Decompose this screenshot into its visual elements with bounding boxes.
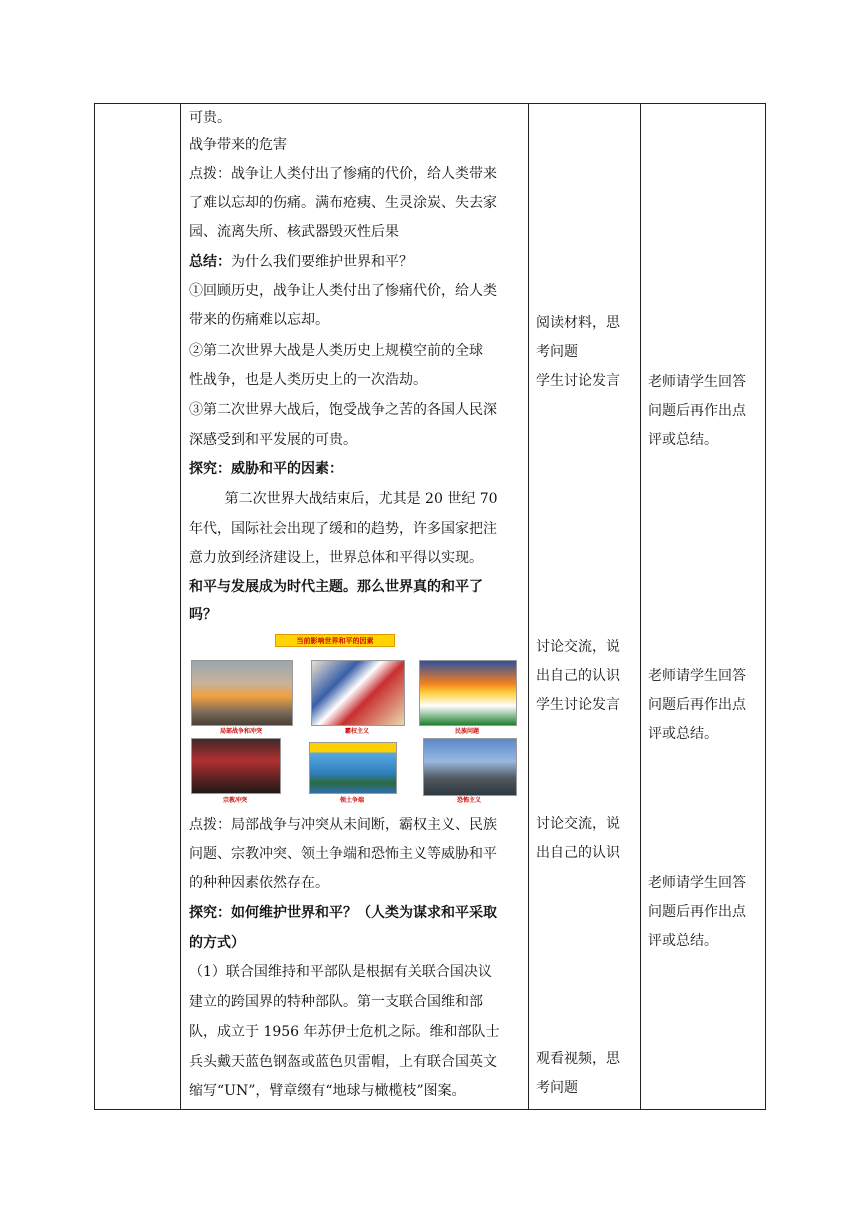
activity-text: 出自己的认识 bbox=[536, 668, 620, 684]
teacher-note: 评或总结。 bbox=[648, 432, 718, 448]
text-line: 缩写“UN”，臂章缀有“地球与橄榄枝”图案。 bbox=[189, 1083, 466, 1099]
activity-text: 学生讨论发言 bbox=[536, 697, 620, 713]
peace-threats-collage bbox=[189, 634, 519, 804]
ethnic-issues-image bbox=[419, 660, 517, 726]
religious-conflict-image bbox=[191, 738, 281, 794]
text-line: 园、流离失所、核武器毁灭性后果 bbox=[189, 224, 399, 240]
teacher-note: 老师请学生回答 bbox=[648, 668, 746, 684]
teacher-note: 评或总结。 bbox=[648, 726, 718, 742]
image-caption: 领土争端 bbox=[339, 797, 364, 804]
activity-text: 考问题 bbox=[536, 344, 578, 360]
activity-text: 学生讨论发言 bbox=[536, 373, 620, 389]
text-line: 意力放到经济建设上，世界总体和平得以实现。 bbox=[189, 550, 483, 566]
text-line: 可贵。 bbox=[189, 110, 231, 126]
war-conflict-image bbox=[191, 660, 293, 726]
teacher-note: 问题后再作出点 bbox=[648, 403, 746, 419]
activity-text: 考问题 bbox=[536, 1080, 578, 1096]
text-line: 点拨：局部战争与冲突从未间断，霸权主义、民族 bbox=[189, 817, 497, 833]
summary-heading bbox=[189, 248, 413, 277]
territorial-dispute-image bbox=[309, 742, 397, 794]
text-line: 点拨：战争让人类付出了惨痛的代价，给人类带来 bbox=[189, 166, 497, 182]
lesson-table bbox=[94, 103, 766, 1110]
section-heading: 和平与发展成为时代主题。那么世界真的和平了 bbox=[189, 579, 483, 595]
image-caption: 民族问题 bbox=[454, 728, 479, 735]
image-caption: 恐怖主义 bbox=[456, 797, 481, 804]
teacher-note: 老师请学生回答 bbox=[648, 875, 746, 891]
text-line: 兵头戴天蓝色钢盔或蓝色贝雷帽，上有联合国英文 bbox=[189, 1054, 497, 1070]
collage-banner: 当前影响世界和平的因素 bbox=[275, 634, 395, 647]
summary-question: 为什么我们要维护世界和平？ bbox=[231, 254, 413, 270]
column-divider bbox=[180, 104, 181, 1109]
section-heading: 探究：威胁和平的因素： bbox=[189, 461, 343, 477]
column-divider bbox=[528, 104, 529, 1109]
column-divider bbox=[640, 104, 641, 1109]
content-column bbox=[189, 104, 526, 1109]
image-caption: 局部战争和冲突 bbox=[219, 728, 262, 735]
text-line: 队，成立于 1956 年苏伊士危机之际。维和部队士 bbox=[189, 1024, 500, 1040]
text-line: 第二次世界大战结束后，尤其是 20 世纪 70 bbox=[189, 491, 498, 507]
teacher-note: 问题后再作出点 bbox=[648, 697, 746, 713]
text-line: 深感受到和平发展的可贵。 bbox=[189, 432, 357, 448]
activity-text: 观看视频，思 bbox=[536, 1051, 620, 1067]
teacher-note: 评或总结。 bbox=[648, 933, 718, 949]
activity-text: 讨论交流，说 bbox=[536, 816, 620, 832]
summary-label: 总结： bbox=[189, 254, 231, 270]
activity-text: 讨论交流，说 bbox=[536, 639, 620, 655]
text-line: ③第二次世界大战后，饱受战争之苦的各国人民深 bbox=[189, 402, 497, 418]
text-line: 性战争，也是人类历史上的一次浩劫。 bbox=[189, 372, 427, 388]
text-line: 带来的伤痛难以忘却。 bbox=[189, 312, 329, 328]
text-line: 问题、宗教冲突、领土争端和恐怖主义等威胁和平 bbox=[189, 846, 497, 862]
text-line: 战争带来的危害 bbox=[189, 137, 287, 153]
text-line: ②第二次世界大战是人类历史上规模空前的全球 bbox=[189, 343, 483, 359]
section-heading: 吗？ bbox=[189, 607, 217, 623]
section-heading: 的方式） bbox=[189, 935, 245, 951]
text-line: 了难以忘却的伤痛。满布疮痍、生灵涂炭、失去家 bbox=[189, 195, 497, 211]
hegemony-image bbox=[311, 660, 405, 726]
text-line: ①回顾历史，战争让人类付出了惨痛代价，给人类 bbox=[189, 283, 497, 299]
image-caption: 宗教冲突 bbox=[222, 797, 247, 804]
activity-text: 出自己的认识 bbox=[536, 845, 620, 861]
terrorism-image bbox=[423, 738, 517, 796]
teacher-notes-column bbox=[648, 104, 760, 1109]
text-line: 建立的跨国界的特种部队。第一支联合国维和部 bbox=[189, 994, 483, 1010]
activity-text: 阅读材料，思 bbox=[536, 315, 620, 331]
text-line: （1）联合国维持和平部队是根据有关联合国决议 bbox=[189, 964, 492, 980]
student-activity-column bbox=[536, 104, 636, 1109]
text-line: 的种种因素依然存在。 bbox=[189, 875, 329, 891]
teacher-note: 问题后再作出点 bbox=[648, 904, 746, 920]
image-caption: 霸权主义 bbox=[344, 728, 369, 735]
text-line: 年代，国际社会出现了缓和的趋势，许多国家把注 bbox=[189, 521, 497, 537]
section-heading: 探究：如何维护世界和平？（人类为谋求和平采取 bbox=[189, 905, 497, 921]
teacher-note: 老师请学生回答 bbox=[648, 374, 746, 390]
